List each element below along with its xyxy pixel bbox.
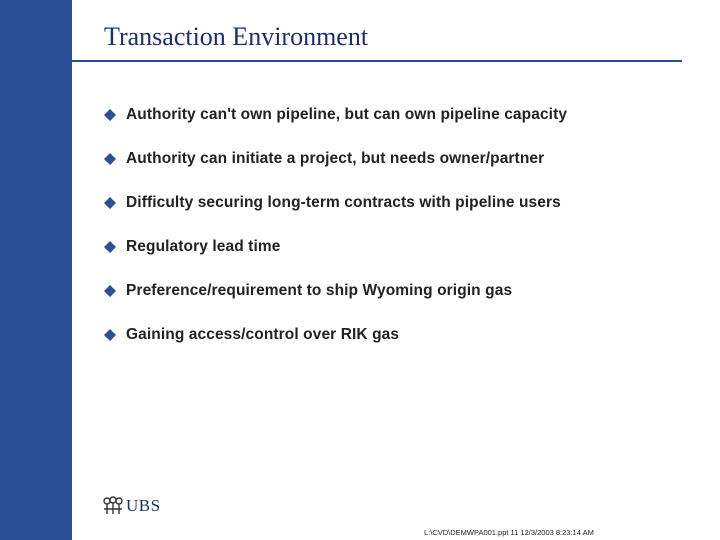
bullet-text: Authority can't own pipeline, but can own pipeline capacity <box>126 106 568 123</box>
bullet-item <box>104 324 399 346</box>
diamond-bullet-icon <box>104 241 116 253</box>
diamond-bullet-icon <box>104 329 116 341</box>
bullet-item <box>104 148 544 170</box>
diamond-bullet-icon <box>104 153 116 165</box>
bullet-text: Preference/requirement to ship Wyoming origin gas <box>126 282 513 299</box>
bullet-text: Regulatory lead time <box>126 238 281 255</box>
bullet-item <box>104 104 567 126</box>
slide-title: Transaction Environment <box>104 22 369 51</box>
bullet-text: Gaining access/control over RIK gas <box>126 326 400 343</box>
bullet-item <box>104 236 280 258</box>
diamond-bullet-icon <box>104 109 116 121</box>
bullet-text: Authority can initiate a project, but needs owner/partner <box>126 150 545 167</box>
ubs-logo-text: UBS <box>126 496 161 515</box>
bullet-text: Difficulty securing long-term contracts with pipeline users <box>126 194 561 211</box>
footer-file-path: L:\CVD\DEMWPA001.ppt 11 12/3/2003 8:23:14 AM <box>424 528 594 537</box>
ubs-logo <box>102 496 161 516</box>
ubs-keys-icon <box>102 496 124 516</box>
left-sidebar-band <box>0 0 72 540</box>
bullet-item <box>104 280 512 302</box>
diamond-bullet-icon <box>104 197 116 209</box>
title-underline-right <box>72 60 682 62</box>
bullet-item <box>104 192 561 214</box>
diamond-bullet-icon <box>104 285 116 297</box>
title-underline-left <box>24 60 72 62</box>
